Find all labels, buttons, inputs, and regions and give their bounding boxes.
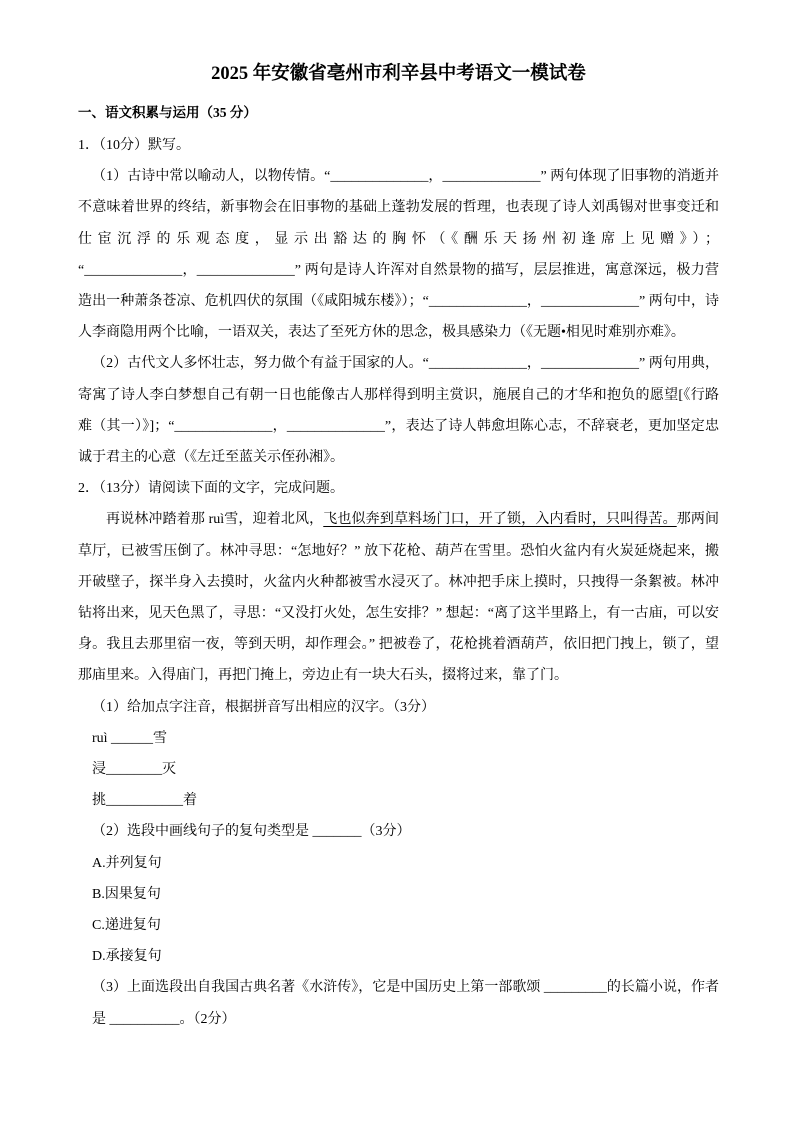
pinyin-blank-item: ruì ______雪 xyxy=(92,730,168,746)
answer-blank-pair: “______________，______________” xyxy=(324,169,547,185)
question-2-stem: 2．（13分）请阅读下面的文字，完成问题。 xyxy=(78,481,344,497)
section-heading-accumulation: 一、语文积累与运用（35 分） xyxy=(78,105,257,120)
question-1-part-2: （2）古代文人多怀壮志，努力做个有益于国家的人。“______________，______________” 两句用典，寄寓了诗人李白梦想自己有朝一日也能像古人那样得到明主赏识，施展自己的才华和抱负的愿望[《行路难（其一）》]；“______________，______________”，表达了诗人韩愈坦陈心志，不辞衰老，更加坚定忠诚于君主的心意（《左迁至蓝关示侄孙湘》。 xyxy=(78,356,720,466)
exam-title: 2025 年安徽省亳州市利辛县中考语文一模试卷 xyxy=(211,64,586,84)
question-2-sub-3: （3）上面选段出自我国古典名著《水浒传》，它是中国历史上第一部歌颂 _________的长篇小说，作者是 __________。（2分） xyxy=(92,980,719,1027)
question-1-part-1: （1）古诗中常以喻动人，以物传情。“______________，______________” 两句体现了旧事物的消逝并不意味着世界的终结，新事物会在旧事物的基础上蓬勃发展的哲理，也表现了诗人刘禹锡对世事变迁和仕宦沉浮的乐观态度，显示出豁达的胸怀（《酬乐天扬州初逢席上见赠》）；“______________，______________” 两句是诗人许浑对自然景物的描写，层层推进，寓意深远，极力营造出一种萧条苍凉、危机四伏的氛围（《咸阳城东楼》）；“______________，______________” 两句中，诗人李商隐用两个比喻，一语双关，表达了至死方休的思念，极具感染力（《无题•相见时难别亦难》。 xyxy=(78,169,720,341)
answer-blank-pair: “______________，______________” xyxy=(422,356,646,372)
exam-content xyxy=(78,59,719,1035)
question-2-sub-1-prompt: （1）给加点字注音，根据拼音写出相应的汉字。（3分） xyxy=(92,699,435,715)
choice-option-a: A.并列复句 xyxy=(92,855,162,871)
answer-blank-pair: “______________，______________” xyxy=(78,262,302,278)
pinyin-blank-item: 挑___________着 xyxy=(92,793,197,809)
answer-blank-pair: “______________，______________” xyxy=(422,294,646,310)
choice-option-d: D.承接复句 xyxy=(92,949,162,965)
question-2-sub-2-prompt: （2）选段中画线句子的复句类型是 _______（3分） xyxy=(92,824,411,840)
answer-blank-pair: “______________，______________” xyxy=(168,418,392,434)
passage-text-before: 再说林冲踏着那 ruì雪，迎着北风， xyxy=(106,512,324,528)
pinyin-blank-item: 浸________灭 xyxy=(92,762,176,778)
passage-text-after: 那两间草厅，已被雪压倒了。林冲寻思：“怎地好？” 放下花枪、葫芦在雪里。恐怕火盆内有火炭延烧起来，搬开破壁子，探半身入去摸时，火盆内火种都被雪水浸灭了。林冲把手床上摸时，只拽得一条絮被。林冲钻将出来，见天色黑了，寻思：“又没打火处，怎生安排？” 想起：“离了这半里路上，有一古庙，可以安身。我且去那里宿一夜，等到天明，却作理会。” 把被卷了，花枪挑着酒葫芦，依旧把门拽上，锁了，望那庙里来。入得庙门，再把门掩上，旁边止有一块大石头，掇将过来，靠了门。 xyxy=(78,512,719,684)
passage-underlined-sentence: 飞也似奔到草料场门口，开了锁，入内看时，只叫得苦。 xyxy=(323,512,677,528)
question-1-stem: 1．（10分）默写。 xyxy=(78,138,190,153)
choice-option-b: B.因果复句 xyxy=(92,886,161,902)
choice-option-c: C.递进复句 xyxy=(92,918,161,934)
reading-passage xyxy=(78,504,719,691)
